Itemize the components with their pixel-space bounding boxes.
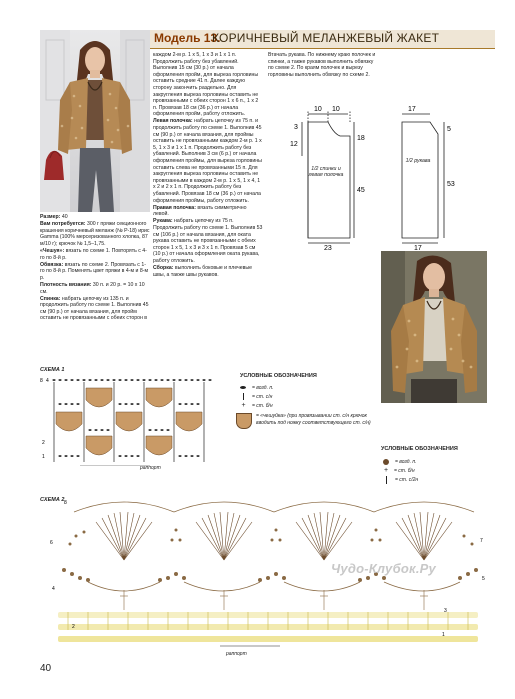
scale-value: вязать по схеме 1. Повторять с 4-го по 8-й р. [40,247,147,261]
dim-left-top: 3 [294,124,298,131]
legend2-title: УСЛОВНЫЕ ОБОЗНАЧЕНИЯ [381,446,458,452]
text-column-3 [268,52,380,79]
scheme2-row-2: 2 [72,624,75,630]
scheme1-chart [40,374,225,466]
page-number: 40 [40,663,52,674]
legend2-item-chain [381,457,491,466]
legend1-item-sc [236,401,376,410]
dim-left-mid: 12 [290,141,298,148]
dim-right-height: 45 [357,187,365,194]
single-crochet-icon: + [383,467,389,474]
legend1-title: УСЛОВНЫЕ ОБОЗНАЧЕНИЯ [240,373,317,379]
single-crochet-icon: + [241,402,246,409]
scheme1-title: СХЕМА 1 [40,367,65,373]
dim-sleeve-top: 17 [408,106,416,113]
legend2 [381,457,491,484]
border-value: вязать по схеме 2. Провязать с 1-го по 8-й р. Поменять цвет пряжи в 4-м и 8-м р. [40,261,149,281]
back-label: Спинка: [40,295,61,302]
dim-sleeve-height: 53 [447,181,455,188]
double-crochet-icon [243,393,244,400]
left-front-value: набрать цепочку из 75 п. и продолжить работу по схеме 1. Выполнив 45 см (90 р.) от начала вязания, для проймы оставить не провязанными каждом 2-м р. 1 х 5, 1 х 3 и 1 х 1 п. Продолжить работу без убавлений. Выполнив 3 см (6 р.) от начала оформления проймы, для выреза горловины оставить слева не провязанными 15 п. Для закругления выреза горловины оставить не провязанными в каждом 2-м р. 1 х 5, 1 х 4, 1 х 2 и 2 х 1 п. Продолжить работу без убавлений. Провязав 18 см (36 р.) от начала оформления проймы, работу отложить. [153,118,262,204]
materials-label: Вам потребуется: [40,221,86,228]
page-title: КОРИЧНЕВЫЙ МЕЛАНЖЕВЫЙ ЖАКЕТ [212,31,440,45]
model-photo-secondary [381,251,487,403]
scale-stitch-icon [236,413,252,429]
legend1 [236,383,376,429]
chain-dot-icon [383,459,389,465]
dim-top-left: 10 [314,106,322,113]
legend2-text-chain: = возд. п. [395,458,417,465]
scheme1-row-2: 2 [42,440,45,446]
scheme2-row-7: 7 [480,538,483,544]
scheme2-row-4: 4 [52,586,55,592]
size-value: 40 [61,214,68,220]
density-value: 30 п. и 20 р. = 10 х 10 см. [40,281,145,295]
density-label: Плотность вязания: [40,281,92,288]
legend1-text-chain: = возд. п. [252,384,274,391]
scale-label: «Чешуя»: [40,247,65,254]
assembly-value: выполнить боковые и плечевые швы, а также швы рукавов. [153,265,252,278]
right-front-label: Правая полочка: [153,204,196,211]
dim-right-top: 18 [357,135,365,142]
chain-stitch-icon [240,386,246,389]
size-label: Размер: [40,214,61,220]
model-photo-main [40,30,150,212]
legend2-text-sc: = ст. б/н [394,467,415,474]
scheme1-row-1: 1 [42,454,45,460]
back-continued: каждом 2-м р. 1 х 5, 1 х 3 и 1 х 1 п. Продолжить работу без убавлений. Выполнив 15 см (30 р.) от начала оформления пройм, для выреза горловины оставить средние 41 п. Далее каждую сторону закончить раздельно. Для закругления выреза горловины оставить не провязанными с обеих сторон 1 х 6 п., 1 х 2 п. Провязав 18 см (36 р.) от начала оформления пройм, работу отложить. [153,52,259,118]
text-column-2 [153,52,263,279]
dim-bottom: 23 [324,245,332,250]
right-front-value: вязать симметрично левой. [153,204,247,218]
assembly-continued: Втачать рукава. По нижнему краю полочек и спинки, а также рукавов выполнить обвязку по схеме 2. По краям полочек и вырезу горловины выполнить обвязку по схеме 2. [268,52,376,78]
scheme2-title: СХЕМА 2 [40,497,65,503]
model-number: Модель 13. [154,31,221,45]
legend2-item-sc [381,466,491,475]
left-front-label: Левая полочка: [153,118,193,125]
border-label: Обвязка: [40,261,64,268]
back-value: набрать цепочку из 135 п. и продолжить работу по схеме 1. Выполнив 45 см (90 р.) от начала вязания, для пройм оставить не провязанными с обеих сторон в [40,295,149,322]
legend1-text-scale: = «чешуйка» (при провязывании ст. с/н крючок вводить под ножку соответствующего ст. с/н) [256,413,371,426]
legend1-item-scale [236,413,376,429]
sleeve-label: 1/2 рукава [405,158,431,164]
legend1-text-dc: = ст. с/н [252,393,273,400]
scheme2-row-5: 5 [482,576,485,582]
scheme2-row-8: 8 [64,500,67,506]
legend1-item-chain [236,383,376,392]
legend1-text-sc: = ст. б/н [252,402,273,409]
dim-sleeve-side-top: 5 [447,126,451,133]
sleeves-value: набрать цепочку из 75 п. Продолжить работу по схеме 1. Выполнив 53 см (106 р.) от начала вязания, для оката рукава оставить не провязанными с обеих сторон 1 х 5, 1 х 3 и 3 х 1 п. Провязав 5 см (10 р.) от начала оформления оката рукава, работу отложить. [153,218,263,264]
back-front-label: 1/2 спинки и левая полочка [308,166,344,178]
scheme2-row-1: 1 [442,632,445,638]
watermark: Чудо-Клубок.Ру [331,561,436,576]
sleeves-label: Рукава: [153,218,173,225]
scheme2-row-3: 3 [444,608,447,614]
scheme2-repeat: раппорт [226,651,247,657]
scheme2-chart [44,500,490,652]
scheme1-repeat: раппорт [140,465,161,471]
dim-top-right: 10 [332,106,340,113]
legend2-item-tr [381,475,491,484]
legend2-text-tr: = ст. с/2н [395,476,419,483]
materials-value: 300 г пряжи секционного крашения коричневый меланж (№ Р-18) ирис Gamma (100% мерсеризованного хлопка, 87 м/10 г); крючок № 1,5–1,75. [40,221,150,247]
scheme1-row-4: 4 [46,378,49,384]
text-column-1 [40,214,150,323]
scheme1-row-8: 8 [40,378,43,384]
legend1-item-dc [236,392,376,401]
assembly-label: Сборка: [153,265,174,271]
treble-crochet-icon [386,476,387,484]
dim-sleeve-bottom: 17 [414,245,422,250]
scheme2-row-6: 6 [50,540,53,546]
